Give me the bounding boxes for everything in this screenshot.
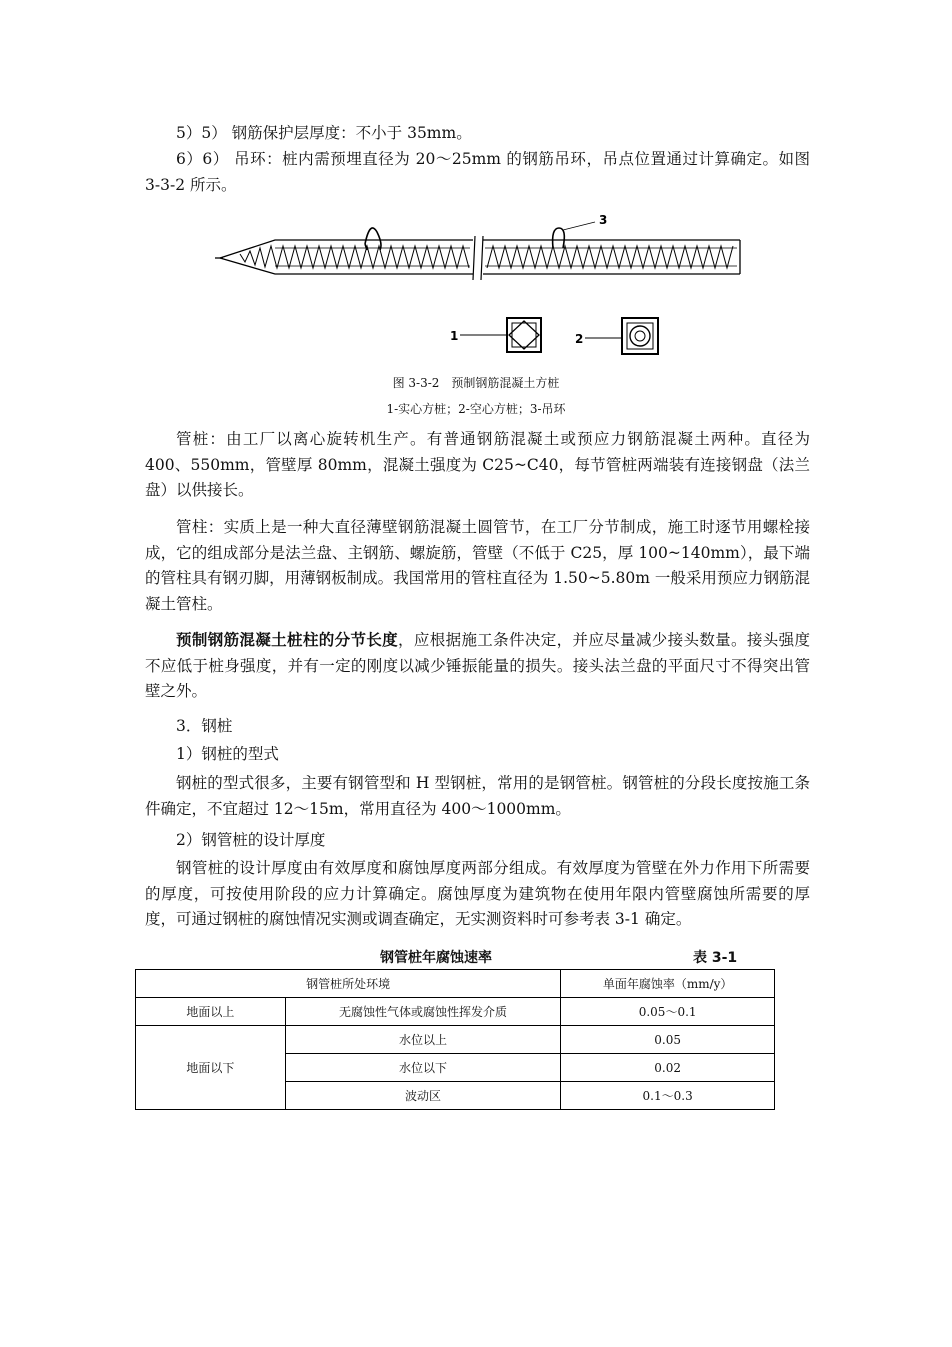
table-row [136,998,775,1026]
table-title: 钢管桩年腐蚀速率 [380,950,492,966]
header-environment: 钢管桩所处环境 [136,970,561,998]
segment-length-text: ，应根据施工条件决定，并应尽量减少接头数量。接头强度不应低于桩身强度，并有一定的刚度以减少锤振能量的损失。接头法兰盘的平面尺寸不得突出管壁之外。 [145,631,810,700]
heading-design-thickness: 2）钢管桩的设计厚度 [176,831,326,849]
paragraph-lifting-ring: 6）6） 吊环：桩内需预埋直径为 20～25mm 的钢筋吊环，吊点位置通过计算确定。如图 3-3-2 所示。 [145,150,810,194]
cell-rate: 0.05 [561,1026,775,1054]
cell-location: 地面以下 [136,1026,286,1110]
paragraph-steel-pile-types: 钢桩的型式很多，主要有钢管型和 H 型钢桩，常用的是钢管桩。钢管桩的分段长度按施工条件确定，不宜超过 12～15m，常用直径为 400～1000mm。 [145,774,810,818]
heading-steel-pile: 3．钢桩 [176,717,233,735]
paragraph-design-thickness: 钢管桩的设计厚度由有效厚度和腐蚀厚度两部分组成。有效厚度为管壁在外力作用下所需要的厚度，可按使用阶段的应力计算确定。腐蚀厚度为建筑物在使用年限内管壁腐蚀所需要的厚度，可通过钢桩的腐蚀情况实测或调查确定，无实测资料时可参考表 3-1 确定。 [145,859,810,928]
figure-caption: 图 3-3-2 预制钢筋混凝土方桩 [392,376,560,390]
cell-rate: 0.1～0.3 [561,1082,775,1110]
table-header-row [136,970,775,998]
cell-condition: 水位以上 [285,1026,561,1054]
cell-condition: 无腐蚀性气体或腐蚀性挥发介质 [285,998,561,1026]
figure-square-pile-diagram [215,210,745,370]
figure-label-3: 3 [599,213,608,227]
cell-rate: 0.02 [561,1054,775,1082]
figure-label-2: 2 [575,332,584,346]
paragraph-pipe-column: 管柱：实质上是一种大直径薄壁钢筋混凝土圆管节，在工厂分节制成，施工时逐节用螺栓接成，它的组成部分是法兰盘、主钢筋、螺旋筋，管壁（不低于 C25，厚 100~140mm），最下端的管柱具有钢刃脚，用薄钢板制成。我国常用的管柱直径为 1.50~5.80m 一般采用预应力钢筋混凝土管柱。 [145,518,810,613]
cell-rate: 0.05～0.1 [561,998,775,1026]
bold-term: 预制钢筋混凝土桩柱的分节长度 [176,631,399,649]
heading-steel-pile-types: 1）钢桩的型式 [176,745,279,763]
paragraph-pipe-pile: 管桩：由工厂以离心旋转机生产。有普通钢筋混凝土或预应力钢筋混凝土两种。直径为 400、550mm，管壁厚 80mm，混凝土强度为 C25~C40，每节管桩两端装有连接钢盘（法兰盘）以供接长。 [145,430,810,499]
header-rate: 单面年腐蚀率（mm/y） [561,970,775,998]
cell-condition: 波动区 [285,1082,561,1110]
table-number: 表 3-1 [693,950,738,966]
cell-location: 地面以上 [136,998,286,1026]
table-row [136,1026,775,1054]
paragraph-cover-thickness: 5）5） 钢筋保护层厚度：不小于 35mm。 [176,124,472,142]
cell-condition: 水位以下 [285,1054,561,1082]
figure-label-1: 1 [450,329,459,343]
paragraph-segment-length [145,628,810,705]
corrosion-rate-table [135,969,775,1110]
figure-subcaption: 1-实心方桩；2-空心方桩；3-吊环 [386,402,566,416]
